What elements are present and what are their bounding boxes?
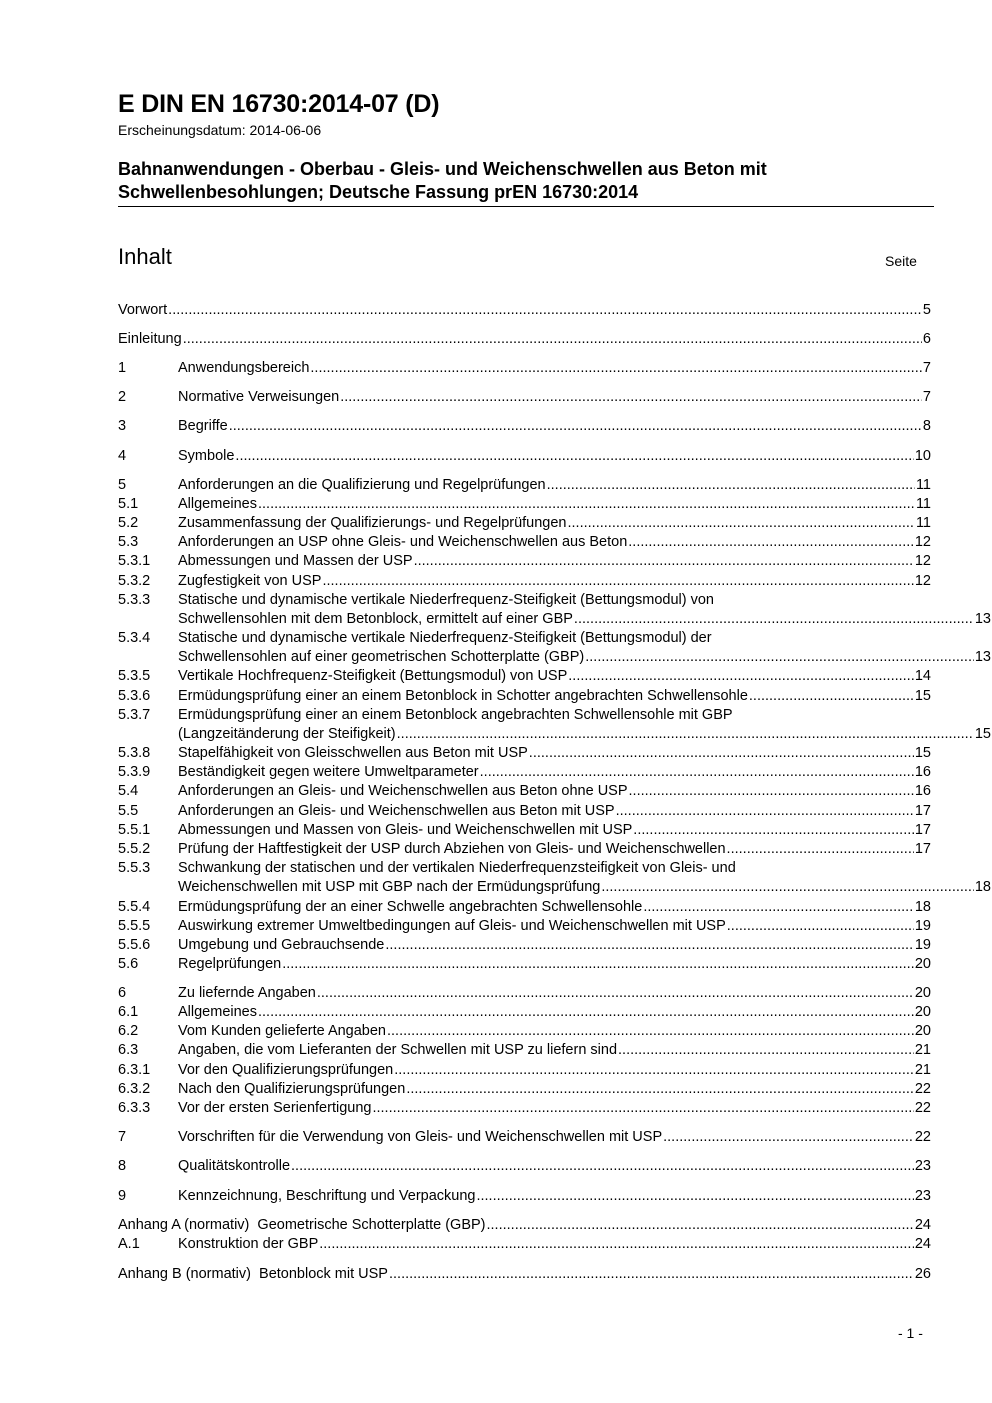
page-column-label: Seite — [885, 253, 917, 269]
toc-entry-number: 5.5.6 — [118, 937, 151, 953]
toc-entry[interactable] — [118, 1234, 931, 1254]
toc-entry-page: 13 — [974, 611, 991, 627]
toc-entry-number: 5.3.6 — [118, 688, 151, 704]
toc-entry-title: Vorschriften für die Verwendung von Gleis- und Weichenschwellen mit USP — [178, 1129, 663, 1145]
toc-entry-page: 15 — [914, 688, 931, 704]
toc-entry-title: Anhang A (normativ) Geometrische Schotterplatte (GBP) — [118, 1217, 486, 1233]
toc-entry[interactable] — [118, 1098, 931, 1118]
toc-leader — [387, 1021, 914, 1041]
toc-entry-title: Regelprüfungen — [178, 956, 282, 972]
toc-leader — [385, 935, 913, 955]
toc-entry-number: 5 — [118, 477, 127, 493]
toc-entry-page: 21 — [914, 1042, 931, 1058]
toc-entry-page: 26 — [914, 1266, 931, 1282]
toc-leader — [168, 300, 922, 320]
toc-leader — [406, 1079, 914, 1099]
toc-entry-title: Schwankung der statischen und der vertikalen Niederfrequenzsteifigkeit von Gleis- und — [178, 860, 736, 876]
toc-entry-page: 22 — [914, 1100, 931, 1116]
toc-entry-page: 18 — [914, 899, 931, 915]
document-title-line-1: Bahnanwendungen - Oberbau - Gleis- und Weichenschwellen aus Beton mit — [118, 159, 767, 179]
toc-entry-title: Statische und dynamische vertikale Niederfrequenz-Steifigkeit (Bettungsmodul) von — [178, 592, 714, 608]
toc-leader — [310, 358, 922, 378]
toc-entry-page: 24 — [914, 1236, 931, 1252]
toc-entry-continuation[interactable] — [118, 877, 991, 897]
toc-entry[interactable] — [118, 387, 931, 407]
toc-entry[interactable] — [118, 705, 931, 725]
toc-entry-page: 20 — [914, 985, 931, 1001]
toc-entry-page: 17 — [914, 803, 931, 819]
toc-leader — [282, 954, 914, 974]
toc-entry-page: 23 — [914, 1158, 931, 1174]
toc-leader — [568, 513, 915, 533]
toc-leader — [629, 781, 914, 801]
toc-leader — [258, 494, 915, 514]
toc-entry-number: 5.3.1 — [118, 553, 151, 569]
toc-heading: Inhalt — [118, 244, 172, 269]
toc-leader — [414, 551, 914, 571]
toc-entry-number: 5.6 — [118, 956, 139, 972]
header-divider — [118, 206, 934, 207]
toc-leader — [291, 1156, 914, 1176]
toc-entry[interactable] — [118, 1127, 931, 1147]
toc-entry-number: A.1 — [118, 1236, 140, 1252]
toc-entry[interactable] — [118, 762, 931, 782]
toc-entry-number: 6.1 — [118, 1004, 139, 1020]
toc-entry-title: Auswirkung extremer Umweltbedingungen auf Gleis- und Weichenschwellen mit USP — [178, 918, 726, 934]
toc-entry-page: 17 — [914, 822, 931, 838]
toc-entry-number: 5.5.2 — [118, 841, 151, 857]
toc-entry-title: Anforderungen an Gleis- und Weichenschwellen aus Beton ohne USP — [178, 783, 628, 799]
toc-leader — [749, 686, 914, 706]
toc-entry-title: Qualitätskontrolle — [178, 1158, 291, 1174]
toc-entry-page: 11 — [915, 515, 931, 531]
toc-entry-title: Kennzeichnung, Beschriftung und Verpackung — [178, 1188, 476, 1204]
toc-entry-page: 18 — [974, 879, 991, 895]
toc-entry[interactable] — [118, 781, 931, 801]
toc-entry-title: Anhang B (normativ) Betonblock mit USP — [118, 1266, 388, 1282]
document-title — [118, 158, 948, 204]
toc-entry-number: 6.2 — [118, 1023, 139, 1039]
toc-leader — [616, 801, 914, 821]
toc-entry-page: 20 — [914, 956, 931, 972]
toc-entry[interactable] — [118, 513, 931, 533]
toc-entry-page: 12 — [914, 573, 931, 589]
toc-leader — [476, 1186, 913, 1206]
toc-entry-number: 6 — [118, 985, 127, 1001]
toc-entry-title: Symbole — [178, 448, 235, 464]
page-number: - 1 - — [898, 1325, 923, 1341]
toc-leader — [340, 387, 922, 407]
toc-entry-number: 5.2 — [118, 515, 139, 531]
toc-entry-title: Vorwort — [118, 302, 168, 318]
toc-entry-title: Statische und dynamische vertikale Niederfrequenz-Steifigkeit (Bettungsmodul) der — [178, 630, 712, 646]
toc-entry-number: 5.3.2 — [118, 573, 151, 589]
toc-entry[interactable] — [118, 358, 931, 378]
toc-leader — [727, 839, 914, 859]
toc-leader — [322, 571, 913, 591]
toc-leader — [585, 647, 974, 667]
toc-entry-number: 3 — [118, 418, 127, 434]
toc-leader — [480, 762, 914, 782]
toc-entry-page: 24 — [914, 1217, 931, 1233]
toc-entry-page: 15 — [914, 745, 931, 761]
toc-leader — [529, 743, 914, 763]
toc-entry-number: 9 — [118, 1188, 127, 1204]
toc-entry[interactable] — [118, 858, 931, 878]
toc-entry-page: 16 — [914, 783, 931, 799]
toc-leader — [258, 1002, 914, 1022]
publication-date: Erscheinungsdatum: 2014-06-06 — [118, 122, 322, 138]
toc-entry-page: 20 — [914, 1023, 931, 1039]
toc-entry-title: Weichenschwellen mit USP mit GBP nach der Ermüdungsprüfung — [178, 879, 601, 895]
toc-entry-title: Anforderungen an die Qualifizierung und Regelprüfungen — [178, 477, 546, 493]
toc-entry[interactable] — [118, 801, 931, 821]
toc-entry-title: Umgebung und Gebrauchsende — [178, 937, 385, 953]
toc-entry-number: 2 — [118, 389, 127, 405]
toc-entry-page: 5 — [922, 302, 931, 318]
toc-leader — [317, 983, 914, 1003]
toc-entry-number: 5.3.8 — [118, 745, 151, 761]
toc-entry-title: Schwellensohlen mit dem Betonblock, ermittelt auf einer GBP — [178, 611, 573, 627]
toc-entry-number: 6.3 — [118, 1042, 139, 1058]
toc-entry-page: 12 — [914, 553, 931, 569]
document-id: E DIN EN 16730:2014-07 (D) — [118, 90, 440, 118]
toc-entry-page: 19 — [914, 918, 931, 934]
toc-entry-page: 6 — [922, 331, 931, 347]
toc-entry[interactable] — [118, 329, 931, 349]
toc-entry-continuation[interactable] — [118, 647, 991, 667]
toc-entry[interactable] — [118, 416, 931, 436]
toc-entry-title: Allgemeines — [178, 1004, 257, 1020]
toc-entry-title: Normative Verweisungen — [178, 389, 340, 405]
toc-entry-page: 8 — [922, 418, 931, 434]
toc-entry[interactable] — [118, 551, 931, 571]
toc-entry-title: Einleitung — [118, 331, 182, 347]
toc-entry[interactable] — [118, 628, 931, 648]
toc-entry[interactable] — [118, 686, 931, 706]
toc-leader — [618, 1040, 914, 1060]
toc-leader — [229, 416, 922, 436]
toc-entry[interactable] — [118, 1215, 931, 1235]
toc-entry-number: 5.3.9 — [118, 764, 151, 780]
toc-entry-title: Stapelfähigkeit von Gleisschwellen aus Beton mit USP — [178, 745, 528, 761]
toc-entry-title: Anforderungen an USP ohne Gleis- und Weichenschwellen aus Beton — [178, 534, 628, 550]
toc-leader — [319, 1234, 914, 1254]
toc-entry-page: 11 — [915, 477, 931, 493]
toc-entry[interactable] — [118, 820, 931, 840]
toc-entry-title: Zu liefernde Angaben — [178, 985, 316, 1001]
toc-entry-number: 5.4 — [118, 783, 139, 799]
toc-leader — [183, 329, 922, 349]
toc-entry-page: 7 — [922, 360, 931, 376]
toc-entry[interactable] — [118, 446, 931, 466]
toc-entry-title: Beständigkeit gegen weitere Umweltparameter — [178, 764, 479, 780]
toc-entry-number: 8 — [118, 1158, 127, 1174]
toc-leader — [633, 820, 914, 840]
toc-entry-page: 19 — [914, 937, 931, 953]
toc-entry-title: Abmessungen und Massen von Gleis- und Weichenschwellen mit USP — [178, 822, 633, 838]
toc-entry-number: 5.5.1 — [118, 822, 151, 838]
toc-entry-title: Prüfung der Haftfestigkeit der USP durch Abziehen von Gleis- und Weichenschwellen — [178, 841, 726, 857]
toc-entry[interactable] — [118, 475, 931, 495]
toc-entry[interactable] — [118, 935, 931, 955]
toc-entry-title: Vor den Qualifizierungsprüfungen — [178, 1062, 394, 1078]
toc-entry-title: Ermüdungsprüfung einer an einem Betonblock angebrachten Schwellensohle mit GBP — [178, 707, 733, 723]
toc-entry-page: 23 — [914, 1188, 931, 1204]
toc-entry-title: Vertikale Hochfrequenz-Steifigkeit (Bettungsmodul) von USP — [178, 668, 568, 684]
toc-leader — [389, 1264, 914, 1284]
toc-entry-title: (Langzeitänderung der Steifigkeit) — [178, 726, 396, 742]
toc-entry-page: 10 — [914, 448, 931, 464]
toc-entry-number: 6.3.1 — [118, 1062, 151, 1078]
toc-entry[interactable] — [118, 1060, 931, 1080]
toc-leader — [643, 897, 914, 917]
toc-entry-number: 6.3.3 — [118, 1100, 151, 1116]
toc-entry[interactable] — [118, 916, 931, 936]
toc-entry[interactable] — [118, 1186, 931, 1206]
toc-entry[interactable] — [118, 590, 931, 610]
toc-entry[interactable] — [118, 1264, 931, 1284]
toc-entry-number: 5.1 — [118, 496, 139, 512]
toc-entry-page: 15 — [974, 726, 991, 742]
toc-entry-page: 22 — [914, 1081, 931, 1097]
toc-entry-page: 17 — [914, 841, 931, 857]
toc-entry-title: Ermüdungsprüfung der an einer Schwelle angebrachten Schwellensohle — [178, 899, 643, 915]
toc-entry-page: 21 — [914, 1062, 931, 1078]
toc-entry-page: 22 — [914, 1129, 931, 1145]
toc-entry-number: 5.3.5 — [118, 668, 151, 684]
toc-leader — [487, 1215, 914, 1235]
toc-entry-number: 5.3.3 — [118, 592, 151, 608]
toc-entry-title: Anforderungen an Gleis- und Weichenschwellen aus Beton mit USP — [178, 803, 615, 819]
toc-entry[interactable] — [118, 571, 931, 591]
toc-leader — [663, 1127, 914, 1147]
toc-entry-number: 5.5.5 — [118, 918, 151, 934]
toc-leader — [394, 1060, 914, 1080]
toc-entry-number: 7 — [118, 1129, 127, 1145]
toc-leader — [397, 724, 974, 744]
toc-entry-page: 14 — [914, 668, 931, 684]
toc-entry[interactable] — [118, 1079, 931, 1099]
toc-entry[interactable] — [118, 300, 931, 320]
toc-entry-page: 20 — [914, 1004, 931, 1020]
toc-entry-number: 6.3.2 — [118, 1081, 151, 1097]
toc-entry[interactable] — [118, 1021, 931, 1041]
toc-entry-continuation[interactable] — [118, 609, 991, 629]
toc-leader — [235, 446, 913, 466]
toc-entry-title: Konstruktion der GBP — [178, 1236, 319, 1252]
toc-entry[interactable] — [118, 1040, 931, 1060]
toc-entry-title: Vom Kunden gelieferte Angaben — [178, 1023, 386, 1039]
toc-entry-number: 4 — [118, 448, 127, 464]
toc-entry-page: 11 — [915, 496, 931, 512]
toc-entry[interactable] — [118, 983, 931, 1003]
toc-entry-title: Vor der ersten Serienfertigung — [178, 1100, 372, 1116]
toc-leader — [547, 475, 915, 495]
toc-leader — [601, 877, 974, 897]
toc-entry[interactable] — [118, 839, 931, 859]
toc-leader — [727, 916, 914, 936]
toc-entry[interactable] — [118, 532, 931, 552]
toc-entry[interactable] — [118, 743, 931, 763]
toc-entry-title: Zusammenfassung der Qualifizierungs- und Regelprüfungen — [178, 515, 567, 531]
toc-entry-page: 7 — [922, 389, 931, 405]
toc-leader — [372, 1098, 913, 1118]
toc-entry-title: Allgemeines — [178, 496, 257, 512]
toc-entry-title: Schwellensohlen auf einer geometrischen Schotterplatte (GBP) — [178, 649, 585, 665]
toc-entry-title: Begriffe — [178, 418, 228, 434]
toc-entry-title: Zugfestigkeit von USP — [178, 573, 322, 589]
toc-entry[interactable] — [118, 1002, 931, 1022]
toc-leader — [568, 666, 914, 686]
toc-entry[interactable] — [118, 666, 931, 686]
toc-entry-title: Nach den Qualifizierungsprüfungen — [178, 1081, 406, 1097]
toc-entry[interactable] — [118, 954, 931, 974]
toc-entry[interactable] — [118, 494, 931, 514]
toc-entry[interactable] — [118, 897, 931, 917]
toc-entry-page: 13 — [974, 649, 991, 665]
toc-leader — [574, 609, 974, 629]
toc-entry-title: Ermüdungsprüfung einer an einem Betonblock in Schotter angebrachten Schwellensohle — [178, 688, 748, 704]
toc-entry-page: 12 — [914, 534, 931, 550]
toc-entry-number: 5.3 — [118, 534, 139, 550]
toc-entry-title: Anwendungsbereich — [178, 360, 310, 376]
toc-entry-continuation[interactable] — [118, 724, 991, 744]
toc-entry-number: 5.5.4 — [118, 899, 151, 915]
toc-entry-number: 5.5 — [118, 803, 139, 819]
toc-entry-number: 5.3.7 — [118, 707, 151, 723]
toc-entry-title: Abmessungen und Massen der USP — [178, 553, 413, 569]
toc-entry-number: 1 — [118, 360, 127, 376]
toc-entry-number: 5.5.3 — [118, 860, 151, 876]
toc-entry-number: 5.3.4 — [118, 630, 151, 646]
toc-leader — [628, 532, 914, 552]
document-title-line-2: Schwellenbesohlungen; Deutsche Fassung prEN 16730:2014 — [118, 182, 639, 202]
toc-entry-title: Angaben, die vom Lieferanten der Schwellen mit USP zu liefern sind — [178, 1042, 618, 1058]
toc-entry-page: 16 — [914, 764, 931, 780]
toc-entry[interactable] — [118, 1156, 931, 1176]
